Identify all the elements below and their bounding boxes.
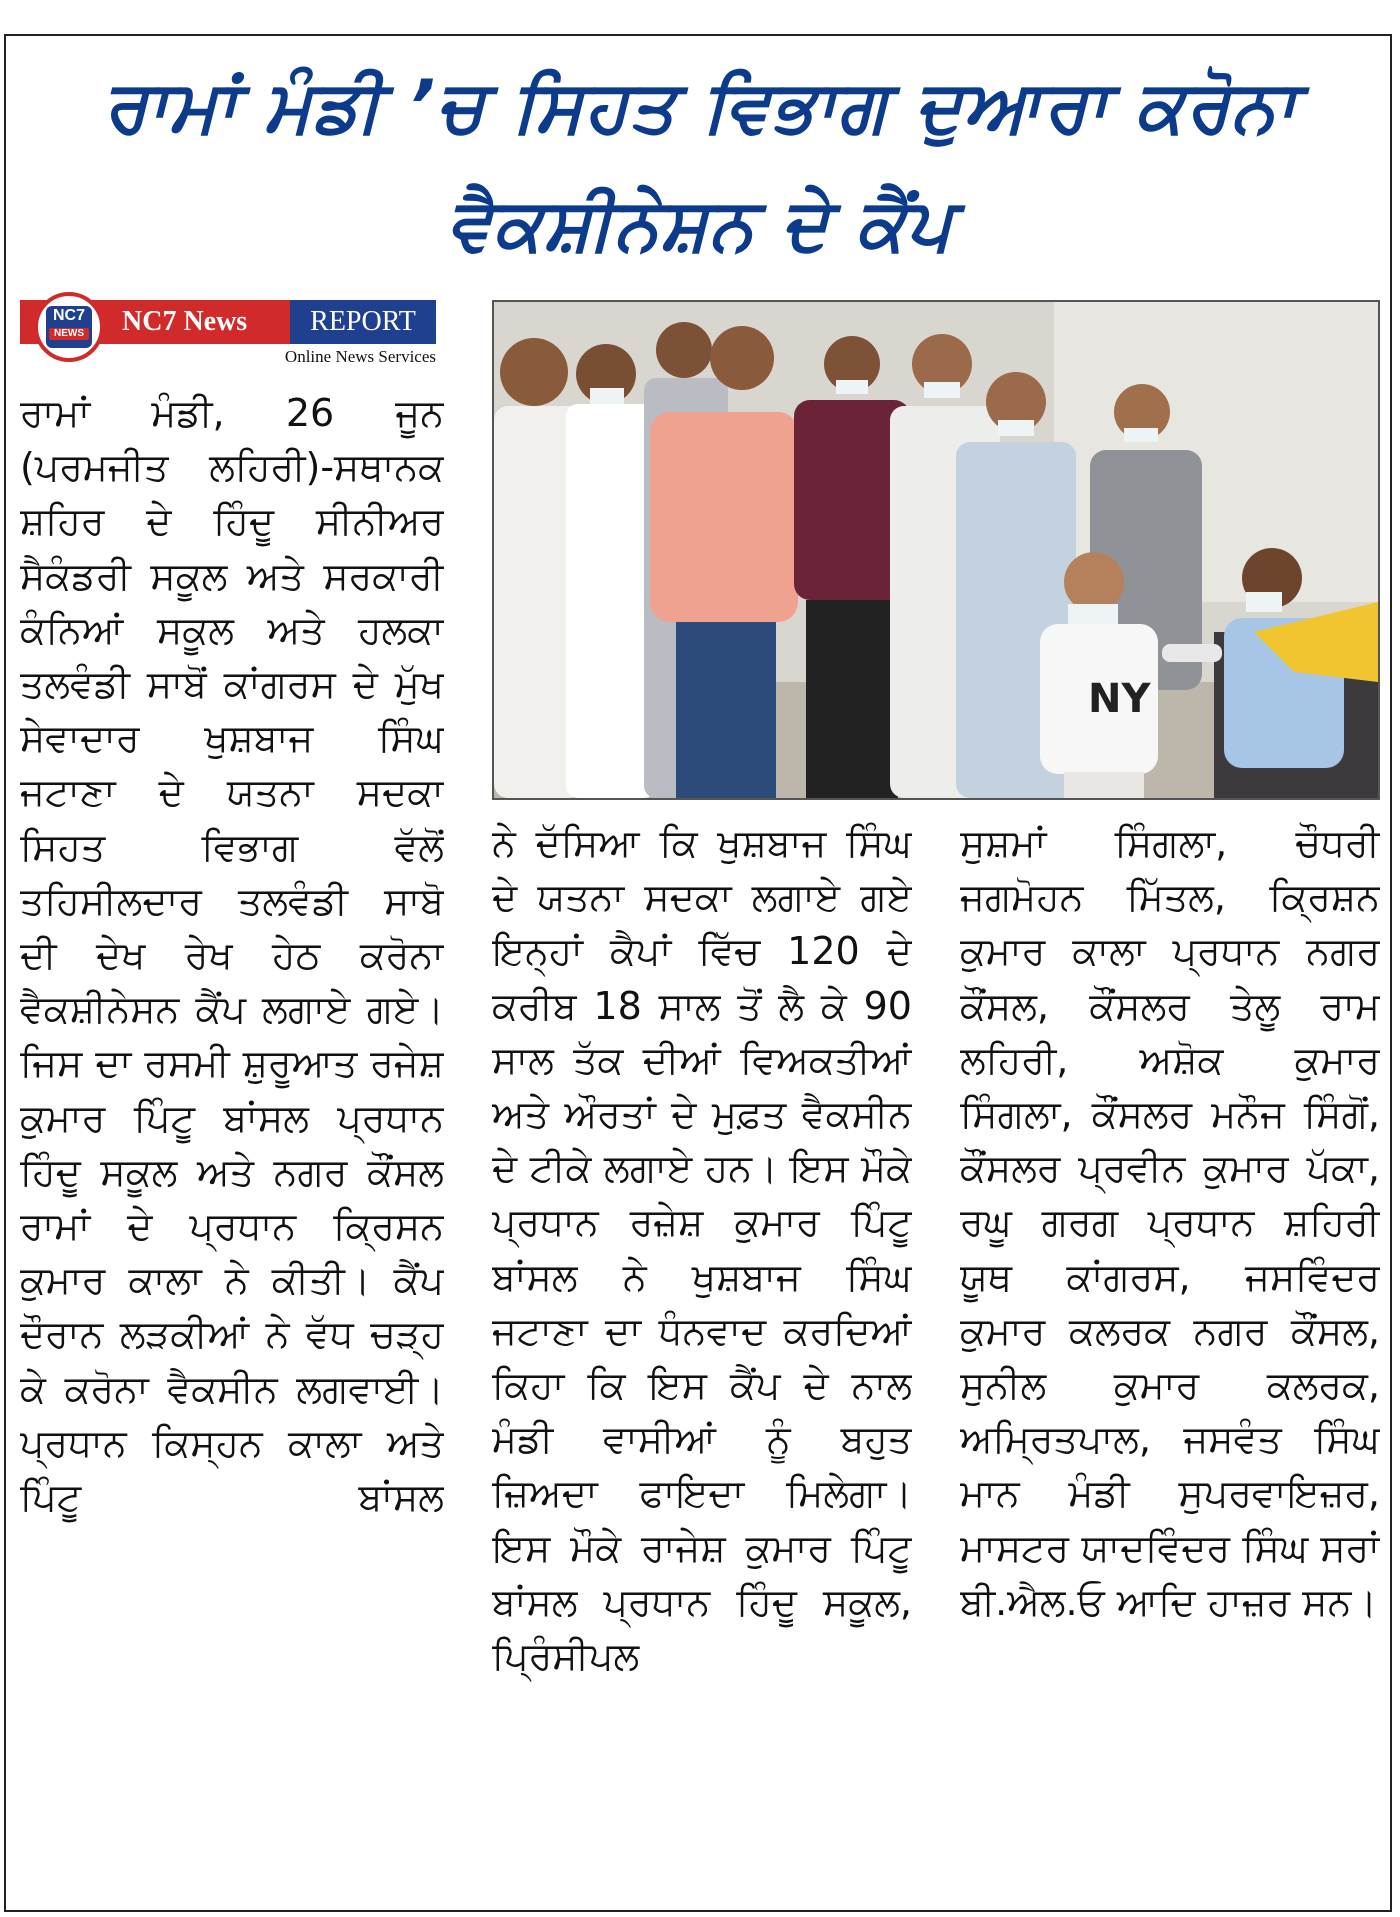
news-photo	[492, 300, 1380, 800]
logo-report: REPORT	[290, 300, 436, 344]
article-column-2: ਨੇ ਦੱਸਿਆ ਕਿ ਖੁਸ਼ਬਾਜ ਸਿੰਘ ਦੇ ਯਤਨਾ ਸਦਕਾ ਲਗਾਏ ਗਏ ਇਨ੍ਹਾਂ ਕੈਪਾਂ ਵਿੱਚ 120 ਦੇ ਕਰੀਬ 18 ਸਾਲ ਤੋਂ ਲੈ ਕੇ 90 ਸਾਲ ਤੱਕ ਦੀਆਂ ਵਿਅਕਤੀਆਂ ਅਤੇ ਔਰਤਾਂ ਦੇ ਮੁਫ਼ਤ ਵੈਕਸੀਨ ਦੇ ਟੀਕੇ ਲਗਾਏ ਹਨ। ਇਸ ਮੌਕੇ ਪ੍ਰਧਾਨ ਰਜ਼ੇਸ਼ ਕੁਮਾਰ ਪਿੰਟੂ ਬਾਂਸਲ ਨੇ ਖੁਸ਼ਬਾਜ ਸਿੰਘ ਜਟਾਣਾ ਦਾ ਧੰਨਵਾਦ ਕਰਦਿਆਂ ਕਿਹਾ ਕਿ ਇਸ ਕੈਂਪ ਦੇ ਨਾਲ ਮੰਡੀ ਵਾਸੀਆਂ ਨੂੰ ਬਹੁਤ ਜ਼ਿਅਦਾ ਫਾਇਦਾ ਮਿਲੇਗਾ। ਇਸ ਮੌਕੇ ਰਾਜੇਸ਼ ਕੁਮਾਰ ਪਿੰਟੂ ਬਾਂਸਲ ਪ੍ਰਧਾਨ ਹਿੰਦੂ ਸਕੂਲ, ਪ੍ਰਿੰਸੀਪਲ	[492, 821, 912, 1679]
headline-line-2: ਵੈਕਸ਼ੀਨੇਸ਼ਨ ਦੇ ਕੈਂਪ	[446, 182, 954, 266]
logo-name: NC7 News	[20, 300, 290, 344]
headline-line-1: ਰਾਮਾਂ ਮੰਡੀ ’ਚ ਸਿਹਤ ਵਿਭਾਗ ਦੁਆਰਾ ਕਰੋਨਾ	[102, 64, 1298, 148]
article-column-3: ਸੁਸ਼ਮਾਂ ਸਿੰਗਲਾ, ਚੌਧਰੀ ਜਗਮੋਹਨ ਮਿੱਤਲ, ਕ੍ਰਿਸ਼ਨ ਕੁਮਾਰ ਕਾਲਾ ਪ੍ਰਧਾਨ ਨਗਰ ਕੌਂਸਲ, ਕੌਂਸਲਰ ਤੇਲੂ ਰਾਮ ਲਹਿਰੀ, ਅਸ਼ੋਕ ਕੁਮਾਰ ਸਿੰਗਲਾ, ਕੌਂਸਲਰ ਮਨੌਜ ਸਿੰਗੋਂ, ਕੌਂਸਲਰ ਪ੍ਰਵੀਨ ਕੁਮਾਰ ਪੱਕਾ, ਰਘੂ ਗਰਗ ਪ੍ਰਧਾਨ ਸ਼ਹਿਰੀ ਯੂਥ ਕਾਂਗਰਸ, ਜਸਵਿੰਦਰ ਕੁਮਾਰ ਕਲਰਕ ਨਗਰ ਕੌਂਸਲ, ਸੁਨੀਲ ਕੁਮਾਰ ਕਲਰਕ, ਅਮ੍ਰਿਤਪਾਲ, ਜਸਵੰਤ ਸਿੰਘ ਮਾਨ ਮੰਡੀ ਸੁਪਰਵਾਇਜ਼ਰ, ਮਾਸਟਰ ਯਾਦਵਿੰਦਰ ਸਿੰਘ ਸਰਾਂ ਬੀ.ਐਲ.ਓ ਆਦਿ ਹਾਜ਼ਰ ਸਨ।	[960, 821, 1380, 1624]
vaccination-camp-photo	[494, 302, 1378, 798]
logo-badge-bottom: NEWS	[49, 328, 89, 340]
article-column-1: ਰਾਮਾਂ ਮੰਡੀ, 26 ਜੂਨ (ਪਰਮਜੀਤ ਲਹਿਰੀ)-ਸਥਾਨਕ ਸ਼ਹਿਰ ਦੇ ਹਿੰਦੂ ਸੀਨੀਅਰ ਸੈਕੰਡਰੀ ਸਕੂਲ ਅਤੇ ਸਰਕਾਰੀ ਕੰਨਿਆਂ ਸਕੂਲ ਅਤੇ ਹਲਕਾ ਤਲਵੰਡੀ ਸਾਬੋਂ ਕਾਂਗਰਸ ਦੇ ਮੁੱਖ ਸੇਵਾਦਾਰ ਖੁਸ਼ਬਾਜ ਸਿੰਘ ਜਟਾਣਾ ਦੇ ਯਤਨਾ ਸਦਕਾ ਸਿਹਤ ਵਿਭਾਗ ਵੱਲੋਂ ਤਹਿਸੀਲਦਾਰ ਤਲਵੰਡੀ ਸਾਬੋ ਦੀ ਦੇਖ ਰੇਖ ਹੇਠ ਕਰੋਨਾ ਵੈਕਸ਼ੀਨੇਸਨ ਕੈਂਪ ਲਗਾਏ ਗਏ। ਜਿਸ ਦਾ ਰਸਮੀ ਸ਼ੁਰੂਆਤ ਰਜੇਸ਼ ਕੁਮਾਰ ਪਿੰਟੂ ਬਾਂਸਲ ਪ੍ਰਧਾਨ ਹਿੰਦੂ ਸਕੂਲ ਅਤੇ ਨਗਰ ਕੌਂਸਲ ਰਾਮਾਂ ਦੇ ਪ੍ਰਧਾਨ ਕ੍ਰਿਸਨ ਕੁਮਾਰ ਕਾਲਾ ਨੇ ਕੀਤੀ। ਕੈਂਪ ਦੌਰਾਨ ਲੜਕੀਆਂ ਨੇ ਵੱਧ ਚੜ੍ਹ ਕੇ ਕਰੋਨਾ ਵੈਕਸੀਨ ਲਗਵਾਈ। ਪ੍ਰਧਾਨ ਕਿਸ੍ਹਨ ਕਾਲਾ ਅਤੇ ਪਿੰਟੂ ਬਾਂਸਲ	[20, 391, 444, 1520]
nc7-news-logo	[20, 292, 436, 368]
logo-badge	[34, 292, 104, 362]
logo-subtitle: Online News Services	[284, 347, 436, 366]
logo-badge-top: NC7	[52, 307, 85, 324]
shirt-text: NY	[1088, 676, 1151, 722]
person-white-shirt	[566, 344, 656, 798]
